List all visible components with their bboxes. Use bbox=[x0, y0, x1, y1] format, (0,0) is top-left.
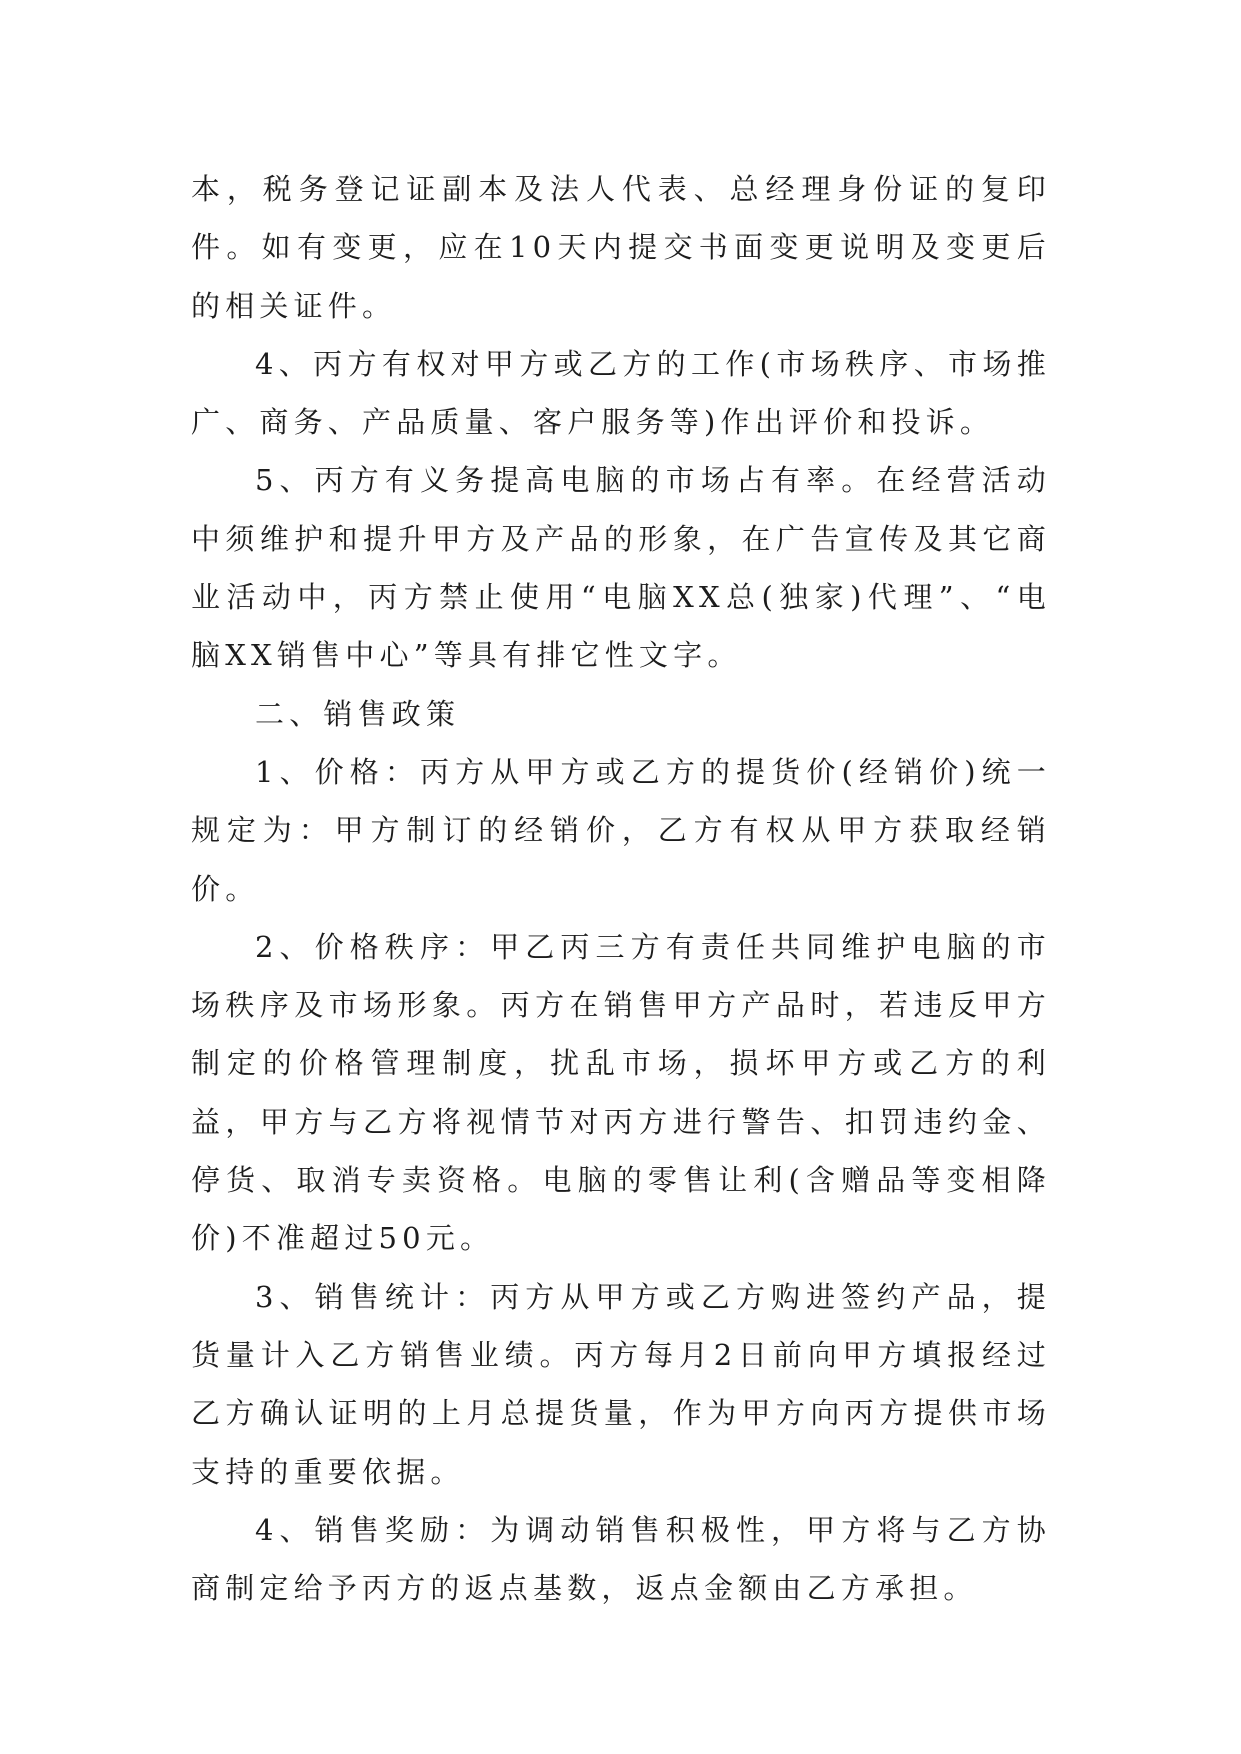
paragraph-sales-statistics: 3、销售统计：丙方从甲方或乙方购进签约产品，提货量计入乙方销售业绩。丙方每月2日前向甲方填报经过乙方确认证明的上月总提货量，作为甲方向丙方提供市场支持的重要依据。 bbox=[191, 1279, 1051, 1489]
section-heading-sales-policy: 二、销售政策 bbox=[255, 696, 461, 731]
paragraph-price: 1、价格：丙方从甲方或乙方的提货价(经销价)统一规定为：甲方制订的经销价，乙方有权从甲方获取经销价。 bbox=[191, 754, 1051, 906]
paragraph-price-order: 2、价格秩序：甲乙丙三方有责任共同维护电脑的市场秩序及市场形象。丙方在销售甲方产品时，若违反甲方制定的价格管理制度，扰乱市场，损坏甲方或乙方的利益，甲方与乙方将视情节对丙方进行警告、扣罚违约金、停货、取消专卖资格。电脑的零售让利(含赠品等变相降价)不准超过50元。 bbox=[191, 929, 1051, 1256]
paragraph-clause-5: 5、丙方有义务提高电脑的市场占有率。在经营活动中须维护和提升甲方及产品的形象，在广告宣传及其它商业活动中，丙方禁止使用“电脑XX总(独家)代理”、“电脑XX销售中心”等具有排它性文字。 bbox=[191, 463, 1052, 673]
paragraph-clause-4: 4、丙方有权对甲方或乙方的工作(市场秩序、市场推广、商务、产品质量、客户服务等)作出评价和投诉。 bbox=[191, 346, 1051, 440]
paragraph-continuation: 本，税务登记证副本及法人代表、总经理身份证的复印件。如有变更，应在10天内提交书面变更说明及变更后的相关证件。 bbox=[191, 172, 1051, 323]
document-body bbox=[191, 160, 1051, 1617]
paragraph-sales-reward: 4、销售奖励：为调动销售积极性，甲方将与乙方协商制定给予丙方的返点基数，返点金额由乙方承担。 bbox=[191, 1512, 1051, 1606]
